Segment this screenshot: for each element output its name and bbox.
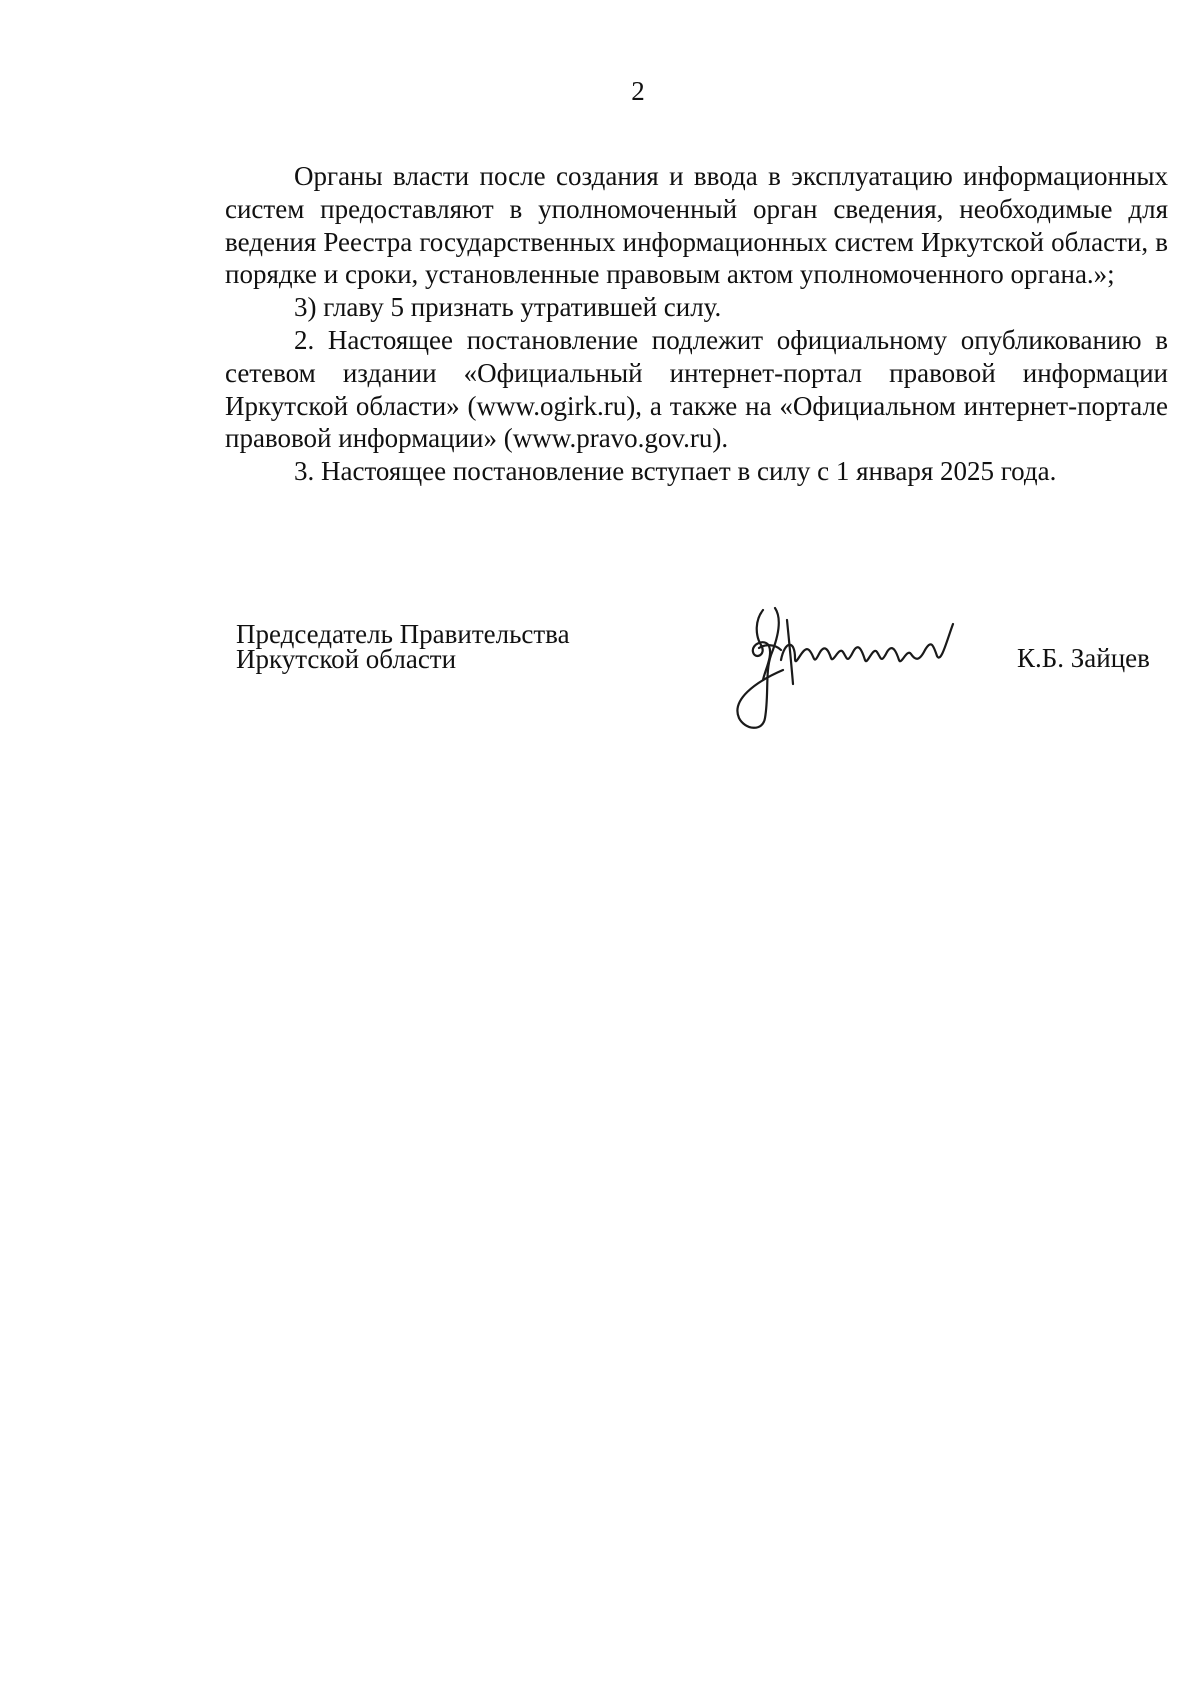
signer-title-line-1: Председатель Правительства (236, 619, 570, 649)
paragraph-registry-submission: Органы власти после создания и ввода в эксплуатацию информационных систем предоставляют в уполномоченный орган сведения, необходимые для ведения Реестра государственных информационных систем Иркутской области, в порядке и сроки, установленные правовым актом уполномоченного органа.»; (225, 161, 1168, 290)
page-number: 2 (631, 76, 645, 106)
signer-name: К.Б. Зайцев (1017, 643, 1150, 673)
signature-block (0, 600, 1200, 760)
paragraph-chapter-5-repeal: 3) главу 5 признать утратившей силу. (294, 292, 722, 323)
signer-title (236, 619, 570, 674)
signer-title-line-2: Иркутской области (236, 644, 457, 674)
document-body (225, 160, 1168, 488)
paragraph-effective-date: 3. Настоящее постановление вступает в силу с 1 января 2025 года. (294, 456, 1057, 487)
handwritten-signature (725, 600, 975, 740)
paragraph-publication: 2. Настоящее постановление подлежит официальному опубликованию в сетевом издании «Официальный интернет-портал правовой информации Иркутской области» (www.ogirk.ru), а также на «Официальном интернет-портале правовой информации» (www.pravo.gov.ru). (225, 324, 1168, 454)
